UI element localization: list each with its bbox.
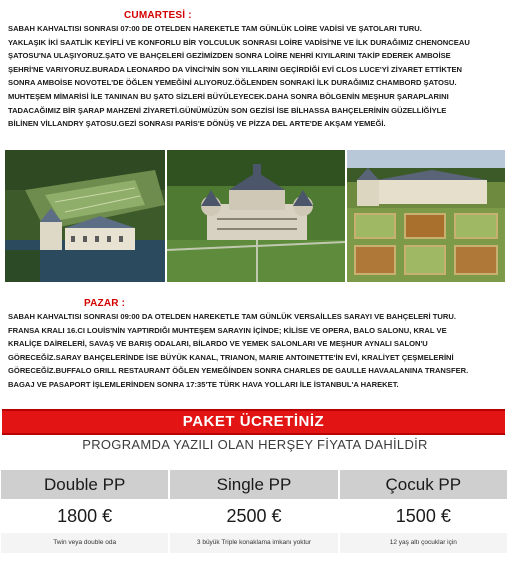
chambord-photo [167,150,345,282]
villandry-photo [347,150,505,282]
price-header: Double PP [1,470,168,499]
price-note: 12 yaş altı çocuklar için [340,533,507,553]
sunday-line: GÖRECEĞİZ.SARAY BAHÇELERİNDE İSE BÜYÜK KANAL, TRIANON, MARIE ANTOINETTE'İN EVİ, KRALİYET ÇEŞMELERİNİ [8,352,454,362]
price-value: 2500 € [170,499,337,533]
saturday-line: MUHTEŞEM MİMARİSİ İLE TANINAN BU ŞATO SİZLERİ BÜYÜLEYECEK.DAHA SONRA BÖLGENİN MEŞHUR ŞARAPLARINI [8,91,449,101]
saturday-line: ŞEHRİ'NE VARIYORUZ.BURADA LEONARDO DA VİNCİ'NİN SON YILLARINI GEÇİRDİĞİ EVİ CLOS LUCE'Yİ ZİYARET ETTİKTEN [8,64,463,74]
saturday-line: TADACAĞIMIZ BİR ŞARAP MAHZENİ ZİYARETİ.GÜNÜMÜZÜN SON GEZİSİ İSE BİLHASSA BAHÇELERİNİN GÜZELLİĞİYLE [8,105,447,115]
price-note: 3 büyük Triple konaklama imkanı yoktur [170,533,337,553]
sunday-line: KRALİÇE DAİRELERİ, SAVAŞ VE BARIŞ ODALARI, BİLARDO VE YEMEK SALONLARI VE MEŞHUR AYNALI SALON'U [8,339,428,349]
saturday-line: SONRA AMBOİSE NOVOTEL'DE ÖĞLEN YEMEĞİNİ ALIYORUZ.ÖĞLENDEN SONRAKİ İLK DURAĞIMIZ CHAMBORD ŞATOSU. [8,78,457,88]
sunday-line: GÖRECEĞİZ.BUFFALO GRILL RESTAURANT ÖĞLEN YEMEĞİNDEN SONRA CHARLES DE GAULLE HAVAALANINA TRANSFER. [8,366,469,376]
sunday-line: FRANSA KRALI 16.CI LOUİS'NİN YAPTIRDIĞI MUHTEŞEM SARAYIN İÇİNDE; KİLİSE VE OPERA, BALO SALONU, KRAL VE [8,325,447,335]
price-column-child [340,470,507,556]
price-column-single [170,470,337,556]
price-value: 1800 € [1,499,168,533]
saturday-line: ŞATOSU'NA ULAŞIYORUZ.ŞATO VE BAHÇELERİ GEZİMİZDEN SONRA LOİRE NEHRİ KIYILARINI TAKİP EDEREK AMBOİSE [8,51,451,61]
saturday-title: CUMARTESİ : [124,10,192,21]
saturday-line: BİLİNEN VİLLANDRY ŞATOSU.GEZİ SONRASI PARİS'E DÖNÜŞ VE PİZZA DEL ARTE'DE AKŞAM YEMEĞİ. [8,119,386,129]
sunday-paragraph [8,310,504,392]
saturday-line: YAKLAŞIK İKİ SAATLİK KEYİFLİ VE KONFORLU BİR YOLCULUK SONRASI LOİRE VADİSİ'NE VE İLK DURAĞIMIZ CHENONCEAU [8,37,470,47]
price-note: Twin veya double oda [1,533,168,553]
package-subtitle: PROGRAMDA YAZILI OLAN HERŞEY FİYATA DAHİLDİR [82,437,428,452]
sunday-line: BAGAJ VE PASAPORT İŞLEMLERİNDEN SONRA 17:35'TE TÜRK HAVA YOLLARI İLE İSTANBUL'A HAREKET. [8,379,399,389]
sunday-line: SABAH KAHVALTISI SONRASI 09:00 DA OTELDEN HAREKETLE TAM GÜNLÜK VERSAİLLES SARAYI VE BAHÇELERİ TURU. [8,312,456,321]
price-header: Single PP [170,470,337,499]
saturday-line: SABAH KAHVALTISI SONRASI 07:00 DE OTELDEN HAREKETLE TAM GÜNLÜK LOİRE VADİSİ VE ŞATOLARI TURU. [8,24,422,33]
saturday-paragraph [8,22,504,131]
price-table [1,470,507,556]
package-price-banner: PAKET ÜCRETİNİZ [2,409,505,435]
price-column-double [1,470,168,556]
price-value: 1500 € [340,499,507,533]
chenonceau-photo [5,150,165,282]
sunday-title: PAZAR : [84,298,126,309]
price-header: Çocuk PP [340,470,507,499]
